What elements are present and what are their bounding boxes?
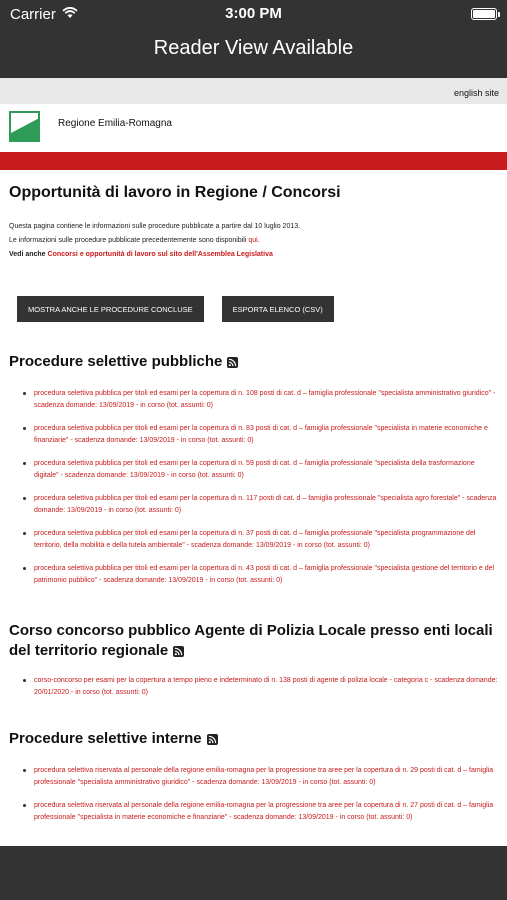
section-heading-text: Procedure selettive interne [9,730,202,747]
battery-icon [471,8,497,20]
section-heading [9,729,498,749]
list-item [23,765,498,789]
list-item [23,458,498,482]
procedure-sections [9,352,498,824]
export-csv-button[interactable]: ESPORTA ELENCO (CSV) [222,296,334,322]
rss-feed-icon[interactable] [227,357,238,368]
procedure-link[interactable]: procedura selettiva pubblica per titoli ed esami per la copertura di n. 37 posti di cat. d – famiglia professionale "specialista programmazione del territorio, della mobilità e della tutela ambientale" - scadenza domande: 13/09/2019 - in corso (tot. assunti: 0) [34,530,476,549]
english-site-link[interactable]: english site [453,88,499,98]
browser-chrome [0,0,507,78]
wifi-icon [62,6,78,23]
region-logo-icon[interactable] [9,111,40,142]
intro-line-2-text: Le informazioni sulle procedure pubblicate precedentemente sono disponibili [9,237,249,244]
procedure-list [9,388,498,587]
procedure-link[interactable]: procedura selettiva pubblica per titoli ed esami per la copertura di n. 108 posti di cat. d – famiglia professionale "specialista amministrativo giuridico" - scadenza domande: 13/09/2019 - in corso (tot. assunti: 0) [34,390,496,409]
section-heading-text: Corso concorso pubblico Agente di Polizia Locale presso enti locali del territorio regionale [9,622,493,659]
show-concluded-button[interactable]: MOSTRA ANCHE LE PROCEDURE CONCLUSE [17,296,204,322]
page-title: Opportunità di lavoro in Regione / Concorsi [9,184,341,201]
list-item [23,493,498,517]
procedure-link[interactable]: procedura selettiva pubblica per titoli ed esami per la copertura di n. 117 posti di cat. d – famiglia professionale "specialista agro forestale" - scadenza domande: 13/09/2019 - in corso (tot. assunti: 0) [34,495,497,514]
procedure-link[interactable]: corso-concorso per esami per la copertura a tempo pieno e indeterminato di n. 138 posti di agente di polizia locale - categoria c - scadenza domande: 20/01/2020 - in corso (tot. assunti: 0) [34,677,498,696]
here-link[interactable]: qui [248,237,258,244]
site-header [0,104,507,148]
red-divider-bar [0,152,507,170]
procedure-link[interactable]: procedura selettiva riservata al personale della regione emilia-romagna per la progressione tra aree per la copertura di n. 27 posti di cat. d – famiglia professionale "specialista in materie economiche e finanziarie" - scadenza domande: 13/09/2019 - in corso (tot. assunti: 0) [34,802,494,821]
list-item [23,528,498,552]
brand-name[interactable]: Regione Emilia-Romagna [58,117,172,129]
clock: 3:00 PM [225,5,282,22]
list-item [23,563,498,587]
intro-text [9,220,498,262]
procedure-link[interactable]: procedura selettiva riservata al personale della regione emilia-romagna per la progressione tra aree per la copertura di n. 29 posti di cat. d – famiglia professionale "specialista amministrativo giuridico" - scadenza domande: 13/09/2019 - in corso (tot. assunti: 0) [34,767,494,786]
intro-line-3 [9,248,498,262]
see-also-label: Vedi anche [9,251,48,258]
section-heading [9,621,498,661]
procedure-list [9,765,498,824]
list-item [23,423,498,447]
main-content [0,184,507,824]
top-utility-bar [0,78,507,104]
list-item [23,675,498,699]
intro-line-1: Questa pagina contiene le informazioni sulle procedure pubblicate a partire dal 10 luglio 2013. [9,223,301,230]
web-page [0,78,507,846]
carrier-label: Carrier [10,5,56,23]
rss-feed-icon[interactable] [207,734,218,745]
intro-line-2: Le informazioni sulle procedure pubblicate precedentemente sono disponibili qui. [9,237,260,244]
action-buttons [9,296,498,322]
rss-feed-icon[interactable] [173,646,184,657]
procedure-link[interactable]: procedura selettiva pubblica per titoli ed esami per la copertura di n. 43 posti di cat. d – famiglia professionale "specialista gestione del territorio e del patrimonio pubblico" - scadenza domande: 13/09/2019 - in corso (tot. assunti: 0) [34,565,495,584]
bottom-toolbar [0,846,507,900]
assembly-link[interactable]: Concorsi e opportunità di lavoro sul sito dell'Assemblea Legislativa [47,251,273,258]
procedure-link[interactable]: procedura selettiva pubblica per titoli ed esami per la copertura di n. 83 posti di cat. d – famiglia professionale "specialista in materie economiche e finanziarie" - scadenza domande: 13/09/2019 - in corso (tot. assunti: 0) [34,425,488,444]
status-bar [0,0,507,28]
procedure-list [9,675,498,699]
section-heading-text: Procedure selettive pubbliche [9,353,223,370]
reader-view-banner[interactable]: Reader View Available [153,37,354,59]
list-item [23,800,498,824]
procedure-link[interactable]: procedura selettiva pubblica per titoli ed esami per la copertura di n. 59 posti di cat. d – famiglia professionale "specialista della trasformazione digitale" - scadenza domande: 13/09/2019 - in corso (tot. assunti: 0) [34,460,475,479]
list-item [23,388,498,412]
section-heading [9,352,498,372]
